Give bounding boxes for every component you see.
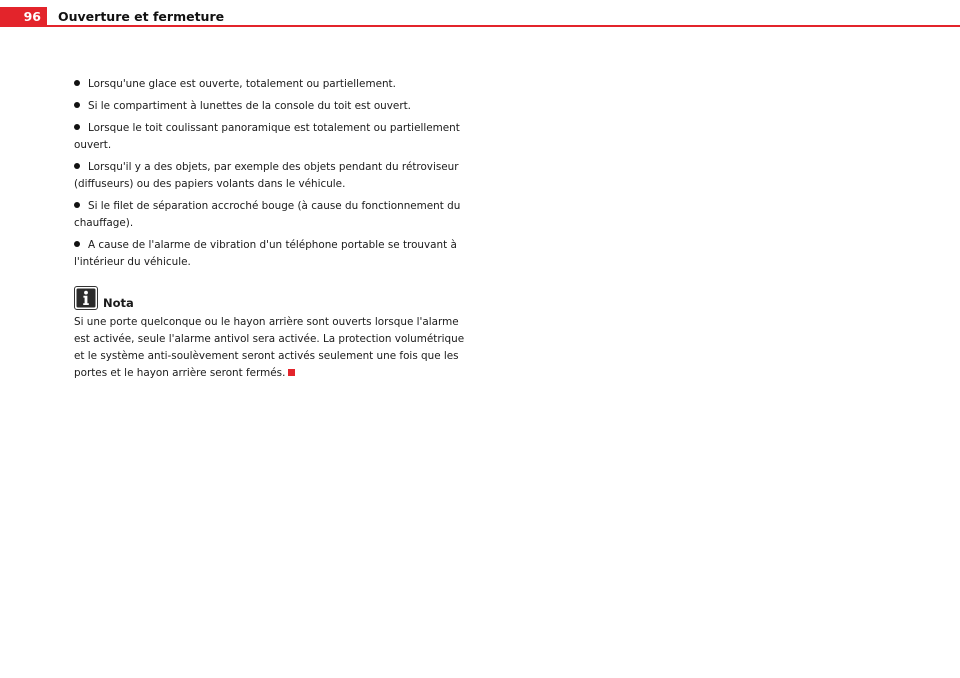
note-header: [74, 286, 470, 312]
bullet-dot: [74, 241, 80, 247]
page-number: 96: [0, 7, 47, 26]
list-item: [74, 237, 470, 271]
header-rule: [0, 25, 960, 27]
chapter-title: Ouverture et fermeture: [58, 9, 225, 24]
list-item: [74, 120, 470, 154]
page-content: [74, 76, 470, 382]
page-header: [0, 0, 960, 28]
list-item-text: Si le filet de séparation accroché bouge (à cause du fonctionnement du chauffage).: [74, 200, 461, 229]
end-of-section-marker: [288, 369, 295, 376]
list-item-text: Lorsqu'une glace est ouverte, totalement ou partiellement.: [88, 78, 396, 90]
note-text: [74, 314, 470, 382]
note-body: Si une porte quelconque ou le hayon arrière sont ouverts lorsque l'alarme est activée, seule l'alarme antivol sera activée. La protection volumétrique et le système anti-soulèvement seront activés seulement une fois que les portes et le hayon arrière seront fermés.: [74, 316, 465, 379]
list-item: [74, 76, 470, 93]
list-item-text: Lorsqu'il y a des objets, par exemple des objets pendant du rétroviseur (diffuseurs) ou des papiers volants dans le véhicule.: [74, 161, 459, 190]
list-item: [74, 98, 470, 115]
list-item-text: Si le compartiment à lunettes de la console du toit est ouvert.: [88, 100, 411, 112]
bullet-dot: [74, 202, 80, 208]
bullet-dot: [74, 124, 80, 130]
note-title: Nota: [103, 296, 134, 310]
info-icon: [74, 286, 98, 310]
list-item: [74, 159, 470, 193]
list-item: [74, 198, 470, 232]
bullet-dot: [74, 102, 80, 108]
list-item-text: A cause de l'alarme de vibration d'un téléphone portable se trouvant à l'intérieur du véhicule.: [74, 239, 457, 268]
bullet-list: [74, 76, 470, 271]
bullet-dot: [74, 163, 80, 169]
list-item-text: Lorsque le toit coulissant panoramique est totalement ou partiellement ouvert.: [74, 122, 460, 151]
bullet-dot: [74, 80, 80, 86]
